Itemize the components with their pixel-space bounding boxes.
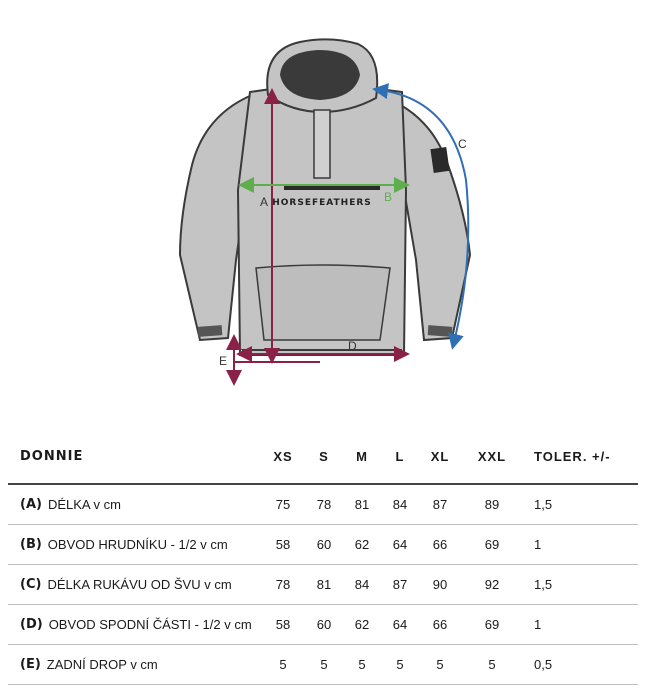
table-cell: 81 <box>316 577 332 592</box>
row-name: DÉLKA RUKÁVU OD ŠVU v cm <box>47 577 232 592</box>
column-header: XL <box>430 449 450 464</box>
label-e: E <box>219 354 228 368</box>
column-header: M <box>356 449 368 464</box>
table-row <box>8 605 638 645</box>
sleeve-patch <box>430 147 449 173</box>
table-cell: 92 <box>484 577 500 592</box>
table-cell: 5 <box>320 657 328 672</box>
table-cell: 58 <box>275 617 291 632</box>
table-cell: 5 <box>488 657 496 672</box>
column-header: S <box>319 449 329 464</box>
table-cell: 81 <box>354 497 370 512</box>
row-code: (E) <box>20 657 41 672</box>
size-table <box>8 430 638 685</box>
row-code: (A) <box>20 497 42 512</box>
table-cell: 60 <box>316 617 332 632</box>
table-header-row <box>8 430 638 485</box>
table-cell: 60 <box>316 537 332 552</box>
row-name: ZADNÍ DROP v cm <box>46 657 158 672</box>
table-cell: 84 <box>354 577 370 592</box>
tolerance-header: TOLER. +/- <box>534 449 611 464</box>
table-cell: 5 <box>279 657 287 672</box>
table-row <box>8 525 638 565</box>
table-cell: 66 <box>432 537 448 552</box>
table-cell: 62 <box>354 617 370 632</box>
table-cell: 78 <box>316 497 332 512</box>
tolerance-cell: 0,5 <box>534 657 553 672</box>
table-cell: 5 <box>396 657 404 672</box>
table-cell: 69 <box>484 537 500 552</box>
table-cell: 62 <box>354 537 370 552</box>
row-code: (D) <box>20 617 43 632</box>
row-name: OBVOD HRUDNÍKU - 1/2 v cm <box>47 537 228 552</box>
table-cell: 78 <box>275 577 291 592</box>
table-cell: 84 <box>392 497 408 512</box>
table-row <box>8 645 638 685</box>
table-cell: 75 <box>275 497 291 512</box>
row-name: OBVOD SPODNÍ ČÁSTI - 1/2 v cm <box>48 617 252 632</box>
table-cell: 69 <box>484 617 500 632</box>
table-cell: 90 <box>432 577 448 592</box>
label-b: B <box>384 190 393 204</box>
table-title: DONNIE <box>20 449 84 464</box>
row-name: DÉLKA v cm <box>47 497 121 512</box>
column-header: L <box>395 449 405 464</box>
kangaroo-pocket <box>256 265 390 340</box>
table-row <box>8 565 638 605</box>
tolerance-cell: 1 <box>534 617 542 632</box>
table-cell: 66 <box>432 617 448 632</box>
label-a: A <box>260 195 269 209</box>
table-cell: 87 <box>432 497 448 512</box>
table-cell: 5 <box>358 657 366 672</box>
column-header: XS <box>273 449 293 464</box>
row-code: (B) <box>20 537 42 552</box>
table-cell: 89 <box>484 497 500 512</box>
table-row <box>8 485 638 525</box>
row-code: (C) <box>20 577 42 592</box>
table-cell: 87 <box>392 577 408 592</box>
table-cell: 64 <box>392 537 408 552</box>
brand-text: HORSEFEATHERS <box>272 198 372 208</box>
table-cell: 5 <box>436 657 444 672</box>
column-header: XXL <box>477 449 507 464</box>
label-d: D <box>348 339 357 353</box>
tolerance-cell: 1 <box>534 537 542 552</box>
tolerance-cell: 1,5 <box>534 577 553 592</box>
table-cell: 64 <box>392 617 408 632</box>
zip-placket <box>314 110 330 178</box>
tolerance-cell: 1,5 <box>534 497 553 512</box>
label-c: C <box>458 137 467 151</box>
table-cell: 58 <box>275 537 291 552</box>
